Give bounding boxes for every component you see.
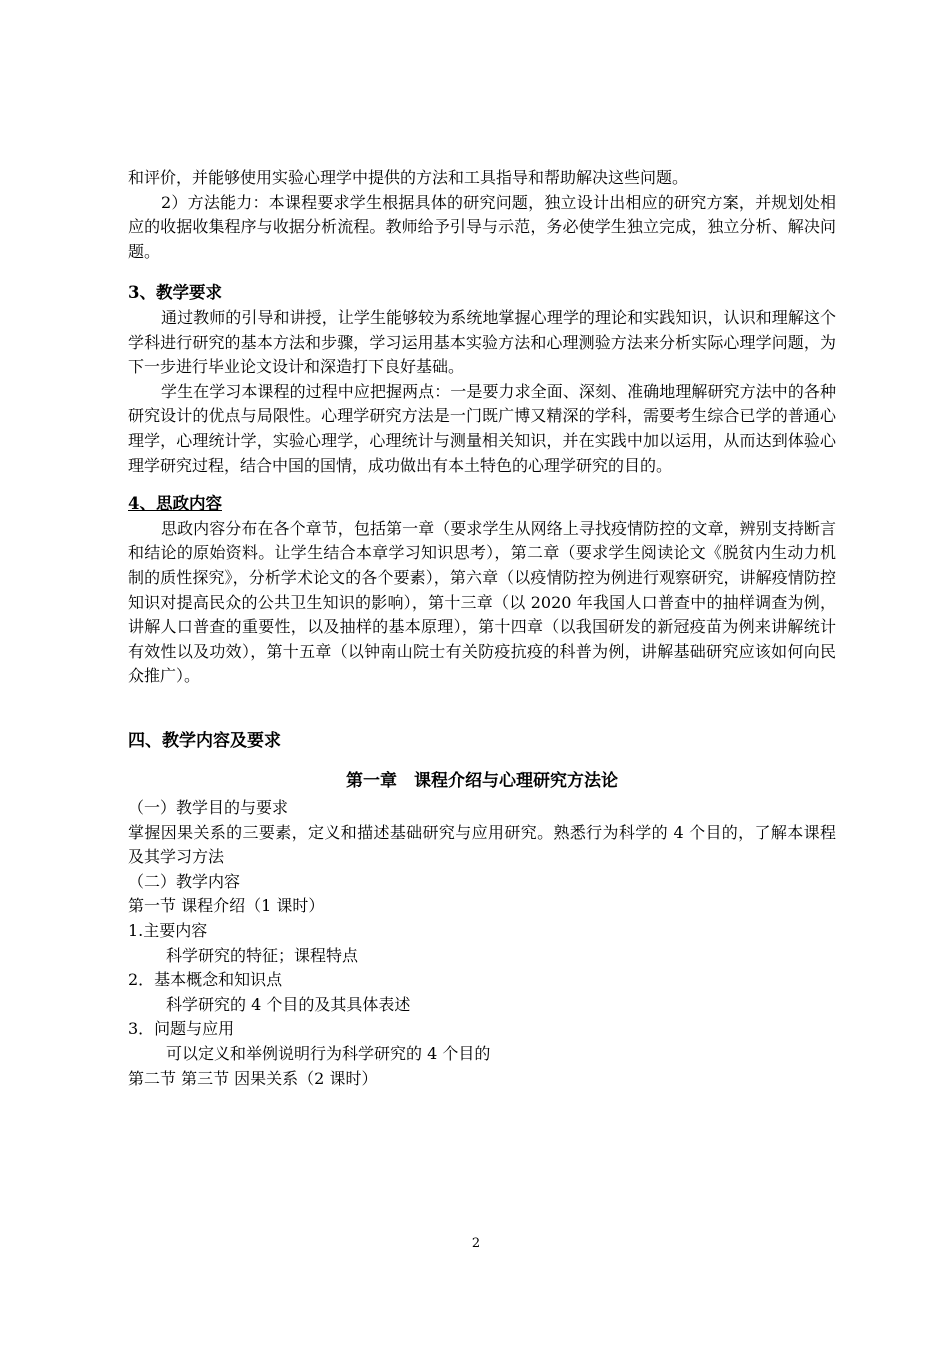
item-1-label: 1.主要内容: [128, 921, 208, 941]
item-3-text: 可以定义和举例说明行为科学研究的 4 个目的: [166, 1044, 491, 1063]
item-2-text: 科学研究的 4 个目的及其具体表述: [166, 994, 411, 1014]
paragraph-continuation: 和评价，并能够使用实验心理学中提供的方法和工具指导和帮助解决这些问题。: [128, 168, 689, 187]
paragraph-teaching-requirements-2: 学生在学习本课程的过程中应把握两点：一是要力求全面、深刻、准确地理解研究方法中的各种研究设计的优点与局限性。心理学研究方法是一门既广博又精深的学科，需要考生综合已学的普通心理学，心理统计学，实验心理学，心理统计与测量相关知识，并在实践中加以运用，从而达到体验心理学研究过程，结合中国的国情，成功做出有本土特色的心理学研究的目的。: [128, 381, 836, 475]
paragraph-teaching-requirements-1: 通过教师的引导和讲授，让学生能够较为系统地掌握心理学的理论和实践知识，认识和理解这个学科进行研究的基本方法和步骤，学习运用基本实验方法和心理测验方法来分析实际心理学问题，为下一步进行毕业论文设计和深造打下良好基础。: [128, 307, 836, 377]
heading-teaching-content: 四、教学内容及要求: [128, 730, 281, 751]
item-3-label: 3．问题与应用: [128, 1019, 235, 1039]
paragraph-method-ability: 2）方法能力：本课程要求学生根据具体的研究问题，独立设计出相应的研究方案，并规划处相应的收据收集程序与收据分析流程。教师给予引导与示范，务必使学生独立完成，独立分析、解决问题。: [128, 192, 836, 261]
heading-ideological-content: 4、思政内容: [128, 494, 222, 514]
goals-text: 掌握因果关系的三要素，定义和描述基础研究与应用研究。熟悉行为科学的 4 个目的，了解本课程及其学习方法: [128, 822, 836, 867]
section-2-3-title: 第二节 第三节 因果关系（2 课时）: [128, 1068, 378, 1088]
heading-teaching-requirements: 3、教学要求: [128, 283, 222, 303]
paragraph-ideological-content: 思政内容分布在各个章节，包括第一章（要求学生从网络上寻找疫情防控的文章，辨别支持断言和结论的原始资料。让学生结合本章学习知识思考），第二章（要求学生阅读论文《脱贫内生动力机制的质性探究》，分析学术论文的各个要素），第六章（以疫情防控为例进行观察研究，讲解疫情防控知识对提高民众的公共卫生知识的影响），第十三章（以 2020 年我国人口普查中的抽样调查为例，讲解人口普查的重要性，以及抽样的基本原理），第十四章（以我国研发的新冠疫苗为例来讲解统计有效性以及功效），第十五章（以钟南山院士有关防疫抗疫的科普为例，讲解基础研究应该如何向民众推广）。: [128, 518, 836, 686]
goals-heading: （一）教学目的与要求: [128, 798, 289, 818]
content-heading: （二）教学内容: [128, 871, 241, 891]
page-body: [128, 166, 836, 1091]
section-1-title: 第一节 课程介绍（1 课时）: [128, 896, 325, 916]
item-1-text: 科学研究的特征；课程特点: [166, 945, 359, 965]
page-number: 2: [471, 1236, 481, 1251]
item-2-label: 2．基本概念和知识点: [128, 970, 283, 990]
chapter-title: 第一章 课程介绍与心理研究方法论: [346, 771, 618, 792]
